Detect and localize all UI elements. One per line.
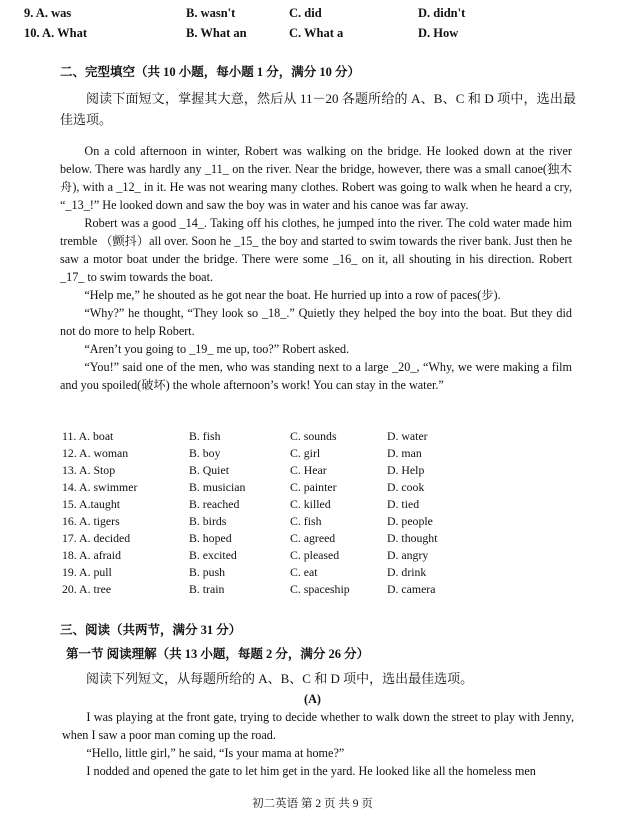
option-a: 13. A. Stop bbox=[62, 463, 116, 477]
question-row bbox=[62, 530, 532, 547]
option-c: C. spaceship bbox=[290, 582, 350, 596]
question-row bbox=[62, 513, 532, 530]
option-d: D. tied bbox=[387, 497, 420, 511]
option-b: B. reached bbox=[189, 497, 240, 511]
option-b: B. wasn't bbox=[186, 6, 236, 20]
option-d: D. didn't bbox=[418, 6, 466, 20]
option-b: B. train bbox=[189, 582, 225, 596]
option-c: C. fish bbox=[290, 514, 322, 528]
passage-label: (A) bbox=[304, 692, 321, 706]
option-d: D. How bbox=[418, 26, 459, 40]
option-d: D. people bbox=[387, 514, 433, 528]
option-d: D. camera bbox=[387, 582, 436, 596]
section-heading-reading: 三、阅读（共两节，满分 31 分） bbox=[60, 623, 242, 637]
cloze-instruction: 阅读下面短文，掌握其大意，然后从 11－20 各题所给的 A、B、C 和 D 项中，选出最佳选项。 bbox=[60, 91, 576, 127]
question-row bbox=[62, 581, 532, 598]
option-a: 15. A.taught bbox=[62, 497, 120, 511]
option-c: C. did bbox=[289, 6, 322, 20]
option-c: C. pleased bbox=[290, 548, 340, 562]
passage-paragraph: On a cold afternoon in winter, Robert was walking on the bridge. He looked down at the river below. There was hardly any _11_ on the river. Near the bridge, however, there was a small canoe(独木舟), with a _12_ in it. He was not wearing many clothes. Robert was going to walk when he heard a cry, “_13_!” He looked down and saw the boy was in water and his canoe was far away. bbox=[60, 144, 572, 212]
page-footer: 初二英语 第 2 页 共 9 页 bbox=[252, 798, 373, 810]
passage-paragraph: “Hello, little girl,” he said, “Is your mama at home?” bbox=[86, 746, 345, 760]
option-row-9 bbox=[0, 4, 625, 22]
option-b: B. excited bbox=[189, 548, 237, 562]
option-a: 16. A. tigers bbox=[62, 514, 120, 528]
option-c: C. Hear bbox=[290, 463, 327, 477]
passage-paragraph: “Help me,” he shouted as he got near the boat. He hurried up into a row of paces(步). bbox=[84, 288, 501, 302]
section-heading-cloze: 二、完型填空（共 10 小题，每小题 1 分，满分 10 分） bbox=[60, 65, 361, 79]
option-c: C. girl bbox=[290, 446, 321, 460]
option-b: B. birds bbox=[189, 514, 227, 528]
option-b: B. What an bbox=[186, 26, 247, 40]
option-a: 11. A. boat bbox=[62, 429, 114, 443]
subsection-heading: 第一节 阅读理解（共 13 小题，每题 2 分，满分 26 分） bbox=[66, 647, 370, 661]
option-b: B. push bbox=[189, 565, 226, 579]
passage-paragraph: “Why?” he thought, “They look so _18_.” Quietly they helped the boy into the boat. But they did not do more to help Robert. bbox=[60, 306, 572, 338]
option-a: 14. A. swimmer bbox=[62, 480, 138, 494]
option-row-10 bbox=[0, 24, 625, 42]
question-row bbox=[62, 479, 532, 496]
option-c: C. sounds bbox=[290, 429, 337, 443]
passage-paragraph: Robert was a good _14_. Taking off his clothes, he jumped into the river. The cold water made him tremble （颤抖）all over. Soon he _15_ the boy and started to swim towards the river bank. Just then he saw a motor boat under the bridge. There were some _16_ on it, all shouting in his direction. Robert _17_ to swim towards the boat. bbox=[60, 216, 572, 284]
option-a: 20. A. tree bbox=[62, 582, 112, 596]
option-c: C. agreed bbox=[290, 531, 336, 545]
option-b: B. hoped bbox=[189, 531, 232, 545]
option-d: D. angry bbox=[387, 548, 429, 562]
option-a: 17. A. decided bbox=[62, 531, 131, 545]
option-d: D. thought bbox=[387, 531, 438, 545]
option-c: C. killed bbox=[290, 497, 331, 511]
option-d: D. drink bbox=[387, 565, 427, 579]
passage-paragraph: “Aren’t you going to _19_ me up, too?” Robert asked. bbox=[84, 342, 350, 356]
reading-passage-a bbox=[62, 708, 574, 780]
question-row bbox=[62, 496, 532, 513]
question-row bbox=[62, 462, 532, 479]
option-b: B. fish bbox=[189, 429, 221, 443]
option-c: C. eat bbox=[290, 565, 318, 579]
option-d: D. water bbox=[387, 429, 428, 443]
reading-instruction: 阅读下列短文，从每题所给的 A、B、C 和 D 项中，选出最佳选项。 bbox=[86, 671, 474, 686]
option-a: 19. A. pull bbox=[62, 565, 112, 579]
option-d: D. man bbox=[387, 446, 422, 460]
passage-paragraph: “You!” said one of the men, who was standing next to a large _20_, “Why, we were making a film and you spoiled(破坏) the whole afternoon’s work! You can stay in the water.” bbox=[60, 360, 572, 392]
question-row bbox=[62, 445, 532, 462]
cloze-passage bbox=[60, 142, 572, 394]
option-a: 18. A. afraid bbox=[62, 548, 121, 562]
option-b: B. Quiet bbox=[189, 463, 229, 477]
passage-paragraph: I was playing at the front gate, trying to decide whether to walk down the street to play with Jenny, when I saw a poor man coming up the road. bbox=[62, 710, 574, 742]
option-c: C. painter bbox=[290, 480, 337, 494]
option-b: B. boy bbox=[189, 446, 221, 460]
option-b: B. musician bbox=[189, 480, 246, 494]
question-row bbox=[62, 564, 532, 581]
cloze-instruction-block bbox=[60, 88, 576, 130]
option-d: D. cook bbox=[387, 480, 425, 494]
reading-instruction-block bbox=[60, 668, 572, 689]
option-c: C. What a bbox=[289, 26, 344, 40]
question-row bbox=[62, 428, 532, 445]
option-a: 10. A. What bbox=[24, 26, 87, 40]
question-row bbox=[62, 547, 532, 564]
option-a: 9. A. was bbox=[24, 6, 72, 20]
cloze-options-table bbox=[62, 428, 532, 598]
passage-paragraph: I nodded and opened the gate to let him get in the yard. He looked like all the homeless men bbox=[86, 764, 536, 778]
option-d: D. Help bbox=[387, 463, 425, 477]
option-a: 12. A. woman bbox=[62, 446, 129, 460]
